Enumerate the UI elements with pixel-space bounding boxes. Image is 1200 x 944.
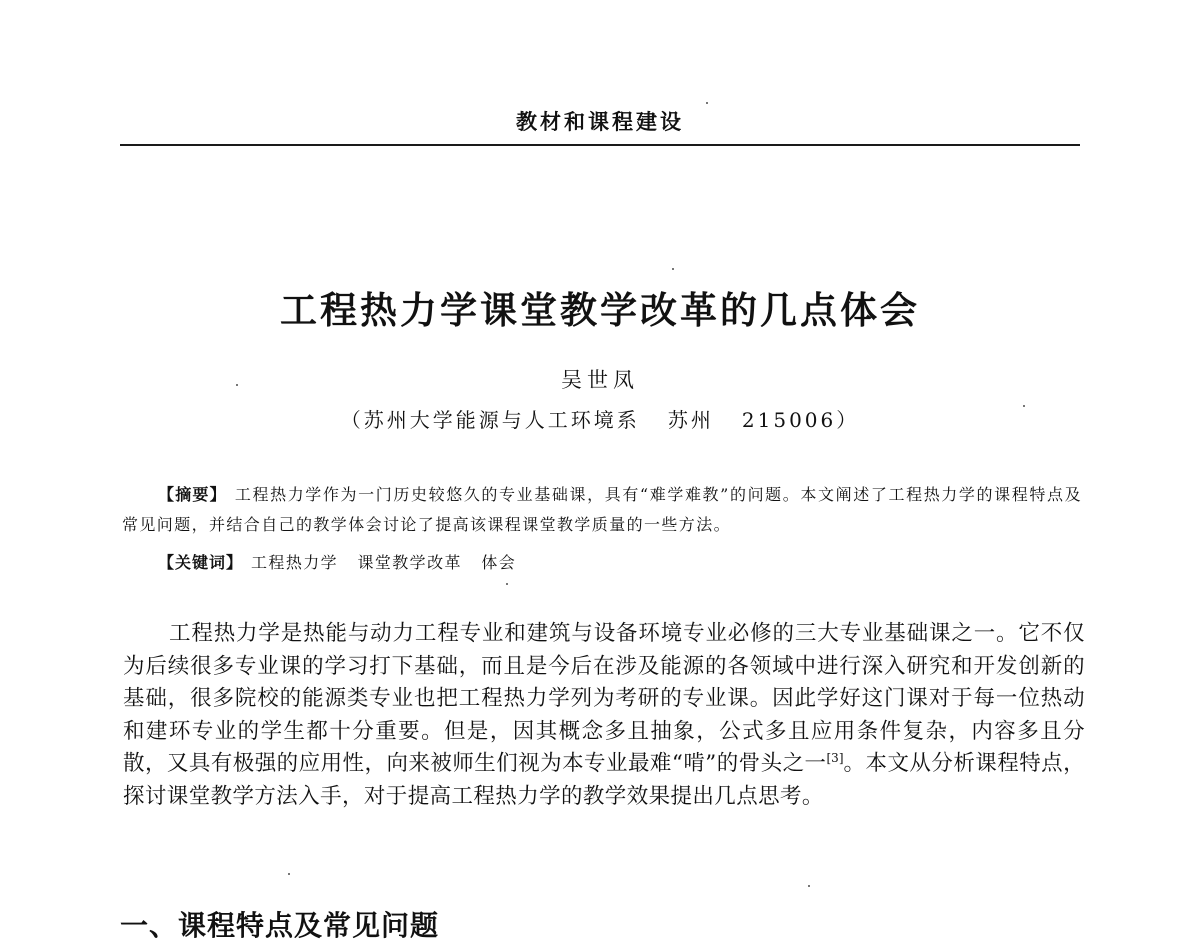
keywords-text: 工程热力学 课堂教学改革 体会 xyxy=(251,553,517,572)
abstract-text: 工程热力学作为一门历史较悠久的专业基础课，具有“难学难教”的问题。本文阐述了工程热力学的课程特点及常见问题，并结合自己的教学体会讨论了提高该课程课堂教学质量的一些方法。 xyxy=(122,485,1082,534)
scan-speck xyxy=(506,583,508,585)
scan-speck xyxy=(706,102,708,104)
abstract xyxy=(122,480,1082,540)
article-title: 工程热力学课堂教学改革的几点体会 xyxy=(280,289,920,332)
scan-speck xyxy=(808,885,810,887)
running-head: 教材和课程建设 xyxy=(516,109,684,134)
author-name: 吴世凤 xyxy=(561,368,639,392)
body-text-part-1: 工程热力学是热能与动力工程专业和建筑与设备环境专业必修的三大专业基础课之一。它不仅为后续很多专业课的学习打下基础，而且是今后在涉及能源的各领域中进行深入研究和开发创新的基础，很多院校的能源类专业也把工程热力学列为考研的专业课。因此学好这门课对于每一位热动和建环专业的学生都十分重要。但是，因其概念多且抽象，公式多且应用条件复杂，内容多且分散，又具有极强的应用性，向来被师生们视为本专业最难“啃”的骨头之一 xyxy=(123,621,1085,776)
header-rule xyxy=(120,144,1080,146)
body-text-part-2: 。本文从分析课程特点，探讨课堂教学方法入手，对于提高工程热力学的教学效果提出几点思考。 xyxy=(123,751,1086,809)
citation-marker: [3] xyxy=(826,750,844,765)
author-affiliation: （苏州大学能源与人工环境系 苏州 215006） xyxy=(340,408,860,432)
keywords xyxy=(158,548,1078,578)
scan-speck xyxy=(1023,405,1025,407)
scan-speck xyxy=(288,873,290,875)
body-paragraph xyxy=(123,618,1085,813)
abstract-label: 【摘要】 xyxy=(158,485,227,504)
keywords-label: 【关键词】 xyxy=(158,553,244,572)
section-heading: 一、课程特点及常见问题 xyxy=(120,909,440,942)
scan-speck xyxy=(672,268,674,270)
scan-speck xyxy=(236,384,238,386)
